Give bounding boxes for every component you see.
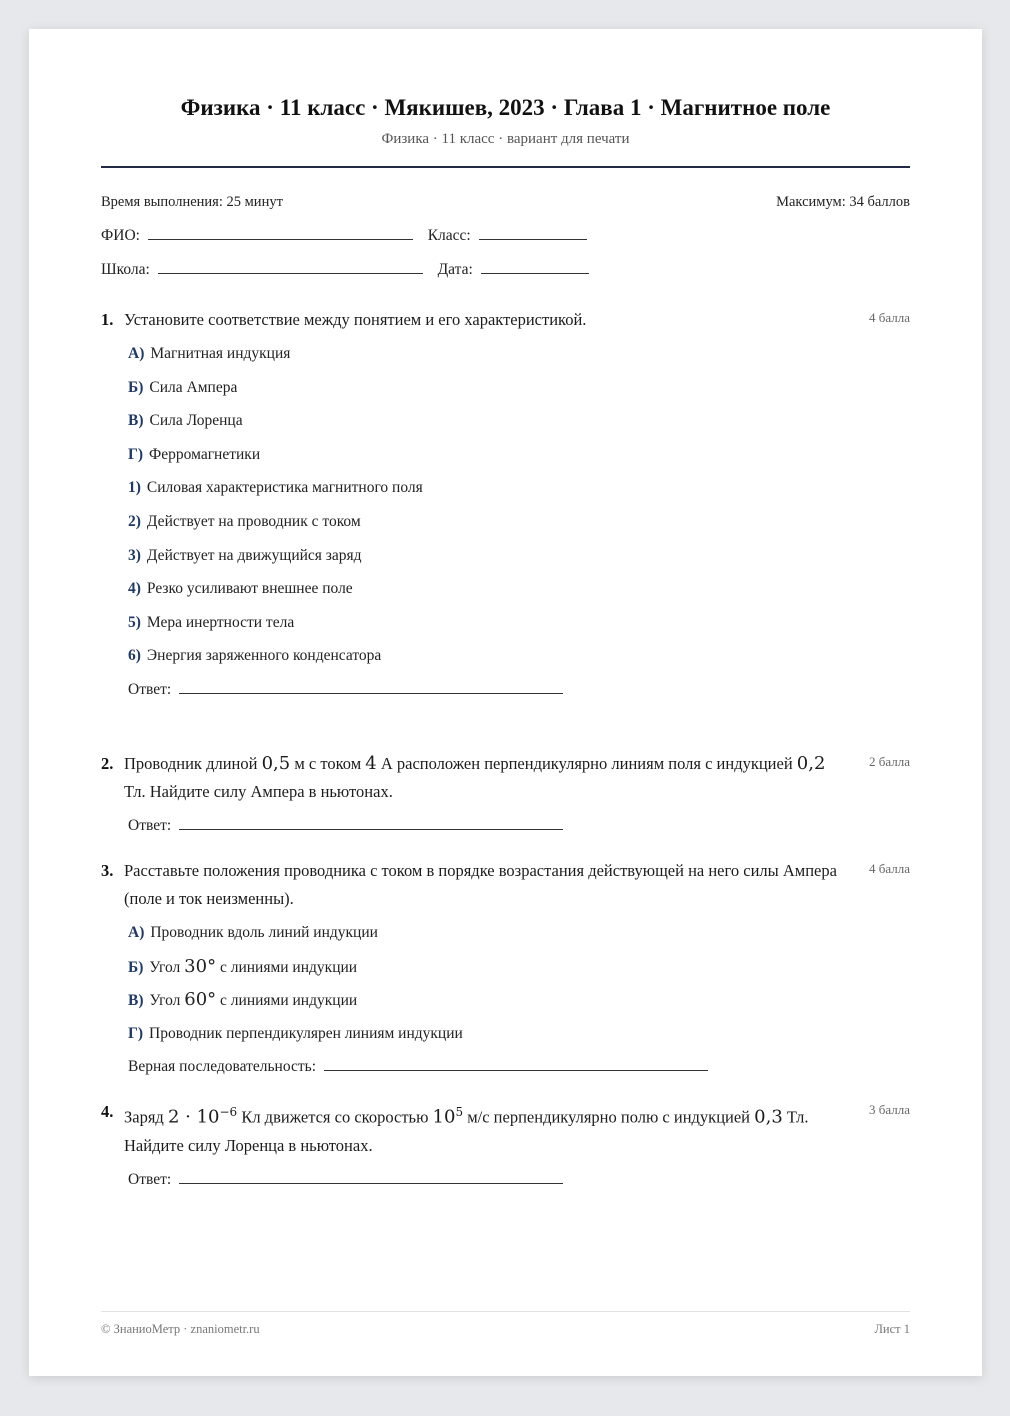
footer-copyright: © ЗнаниоМетр · znaniometr.ru: [101, 1322, 260, 1336]
option-text: Энергия заряженного конденсатора: [146, 647, 382, 665]
meta-row: [101, 194, 910, 211]
answer-label: Ответ:: [128, 1170, 172, 1188]
question-text: [124, 1098, 851, 1160]
list-item: [128, 950, 937, 984]
list-item: [128, 916, 937, 950]
fio-class-row: [101, 225, 587, 245]
question-3: [101, 857, 910, 1083]
question-points: 4 балла: [869, 310, 910, 325]
list-item: [128, 505, 937, 539]
option-marker: 2): [128, 512, 141, 530]
date-label: Дата:: [437, 261, 473, 278]
question-2: [101, 750, 910, 842]
question-number: 1.: [101, 310, 114, 329]
text-part: Кл движется со скоростью: [237, 1107, 433, 1127]
footer-page-number: Лист 1: [874, 1322, 910, 1336]
option-marker: Б): [128, 378, 144, 396]
list-item: [128, 1017, 937, 1051]
math-value: 4: [365, 753, 377, 774]
list-item: [128, 471, 937, 505]
math-value: 30°: [184, 955, 217, 977]
question-number: 3.: [101, 861, 114, 880]
question-text: [124, 750, 851, 806]
option-marker: Б): [128, 958, 144, 976]
option-text: с линиями индукции: [216, 958, 358, 976]
option-marker: В): [128, 992, 144, 1010]
option-marker: Г): [128, 1024, 144, 1042]
question-number: 4.: [101, 1102, 114, 1121]
math-value: 60°: [184, 989, 217, 1011]
option-text: Проводник вдоль линий индукции: [150, 924, 378, 941]
math-exponent: −6: [219, 1105, 238, 1119]
question-1: [101, 306, 910, 706]
option-marker: 4): [128, 580, 141, 598]
math-value: 0,2: [796, 753, 826, 774]
answer-row: [128, 809, 937, 842]
page-content: [101, 29, 910, 1376]
answer-row: [128, 1163, 937, 1196]
question-4: [101, 1098, 910, 1196]
answer-row: [128, 1050, 937, 1083]
school-date-row: [101, 259, 589, 279]
option-text: Силовая характеристика магнитного поля: [146, 479, 423, 497]
option-marker: 1): [128, 479, 141, 497]
question-4-head: [101, 1098, 910, 1160]
question-2-head: [101, 750, 910, 806]
list-item: [128, 572, 937, 606]
answer-field[interactable]: [179, 1165, 563, 1184]
text-part: Тл. Найдите силу Ампера в ньютонах.: [124, 782, 393, 801]
list-item: [128, 983, 937, 1017]
answer-label: Верная последовательность:: [128, 1058, 317, 1076]
page-subtitle: Физика · 11 класс · вариант для печати: [381, 131, 630, 147]
question-points: 4 балла: [869, 861, 910, 876]
answer-field[interactable]: [179, 811, 563, 830]
time-limit: Время выполнения: 25 минут: [101, 194, 283, 210]
worksheet-page: [29, 29, 982, 1376]
list-item: [128, 438, 937, 472]
question-points: 3 балла: [869, 1102, 910, 1117]
option-marker: А): [128, 924, 145, 941]
list-item: [128, 606, 937, 640]
answer-row: [128, 673, 937, 706]
text-part: Заряд: [124, 1107, 168, 1127]
question-text: Расставьте положения проводника с током в порядке возрастания действующей на него силы Ампера (поле и ток неизменны).: [124, 861, 837, 908]
date-field[interactable]: [481, 259, 589, 274]
math-value: 0,5: [261, 753, 291, 774]
option-text: Сила Лоренца: [149, 412, 243, 430]
title-divider: [101, 166, 910, 168]
option-text: Действует на движущийся заряд: [146, 546, 362, 564]
question-1-head: [101, 306, 910, 334]
text-part: А расположен перпендикулярно линиям поля с индукцией: [376, 754, 797, 773]
option-text: Проводник перпендикулярен линиям индукции: [149, 1024, 463, 1042]
school-label: Школа:: [101, 261, 150, 278]
class-label: Класс:: [427, 227, 471, 244]
class-field[interactable]: [479, 225, 587, 240]
math-value: 2 · 10: [167, 1106, 220, 1128]
math-value: 0,3: [754, 1106, 783, 1128]
answer-field[interactable]: [324, 1052, 708, 1071]
option-marker: 6): [128, 647, 141, 665]
list-item: [128, 371, 937, 405]
text-part: м с током: [290, 754, 366, 773]
question-points: 2 балла: [869, 754, 910, 769]
option-marker: 5): [128, 613, 141, 631]
math-value: 10: [432, 1106, 456, 1128]
page-title: Физика · 11 класс · Мякишев, 2023 · Глава 1 · Магнитное поле: [180, 95, 831, 120]
list-item: [128, 639, 937, 673]
math-exponent: 5: [455, 1105, 464, 1119]
answer-field[interactable]: [179, 675, 563, 694]
school-field[interactable]: [158, 259, 423, 274]
question-text: Установите соответствие между понятием и его характеристикой.: [124, 310, 587, 329]
option-text: Магнитная индукция: [150, 345, 291, 362]
question-number: 2.: [101, 754, 114, 773]
text-part: Проводник длиной: [124, 754, 262, 773]
option-marker: Г): [128, 445, 144, 463]
list-item: [128, 539, 937, 573]
fio-label: ФИО:: [101, 227, 140, 244]
option-text: Мера инертности тела: [146, 613, 295, 631]
option-marker: 3): [128, 546, 141, 564]
list-item: [128, 404, 937, 438]
option-text: Действует на проводник с током: [146, 512, 361, 530]
answer-label: Ответ:: [128, 680, 172, 698]
footer-divider: [101, 1311, 910, 1312]
option-marker: В): [128, 412, 144, 430]
text-part: м/с перпендикулярно полю с индукцией: [463, 1107, 755, 1127]
option-text: Сила Ампера: [149, 378, 238, 396]
max-score: Максимум: 34 баллов: [776, 194, 910, 210]
option-text: Ферромагнетики: [149, 445, 261, 463]
option-marker: А): [128, 345, 145, 362]
list-item: [128, 337, 937, 371]
answer-label: Ответ:: [128, 817, 172, 834]
fio-field[interactable]: [148, 225, 413, 240]
option-text: Резко усиливают внешнее поле: [146, 580, 353, 598]
option-text: Угол: [149, 992, 185, 1010]
text-part: Тл. Найдите силу Лоренца в ньютонах.: [124, 1107, 809, 1155]
option-text: с линиями индукции: [216, 992, 358, 1010]
option-text: Угол: [149, 958, 185, 976]
question-3-head: [101, 857, 910, 913]
